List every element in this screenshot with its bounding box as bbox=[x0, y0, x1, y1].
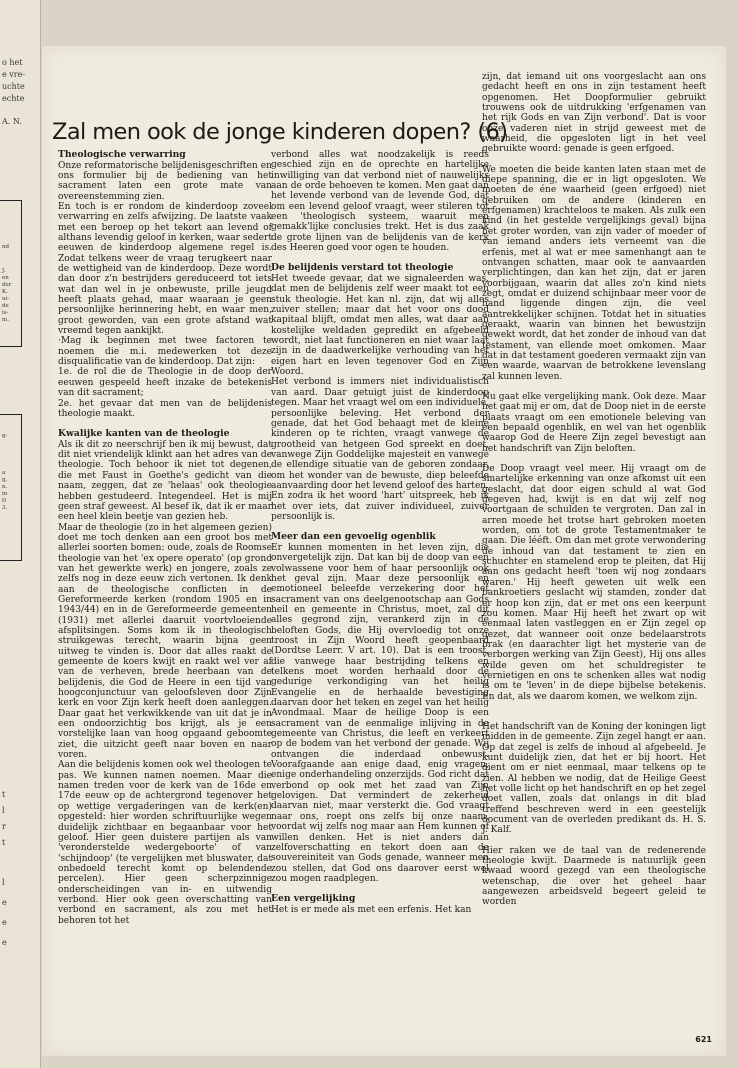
prev-fragment: A. N. bbox=[2, 117, 22, 126]
section-heading: Een vergelijking bbox=[271, 893, 356, 905]
paragraph: 2e. het gevaar dat men van de belijdenis theologie maakt. bbox=[58, 398, 272, 419]
paragraph: Er kunnen momenten in het leven zijn, die onvergetelijk zijn. Dat kan bij de doop van een volwassene voor hem of haar persoonlijk ook het geval zijn. Maar deze persoonlijk en emotioneel beleefde verzekering door het sacrament van ons deelgenootschap aan Gods heil en gemeente in Christus, moet, zal dit alles gegrond zijn, verankerd zijn in de beloften Gods, die Hij overvloedig tot onze troost in Zijn Woord heeft geopenbaard (Dordtse Leerr. V art. 10). Dat is een troost, die vanwege haar bestrijding telkens en telkens moet worden herhaald door de gedurige verkondiging van het heilig Evangelie en de herhaalde bevestiging daarvan door het teken en zegel van het heilig Avondmaal. Maar de heilige Doop is een sacrament van de eenmalige inlijving in de gemeente van Christus, die leeft en verkeert op de bodem van het verbond der genade. Wij ontvangen die inderdaad onbewust. Voorafgaande aan enige daad, enig vragen, enige onderhandeling onzerzijds. God richt dat verbond op ook met het zaad van Zijn gelovigen. Dat vermindert de zekerheid daarvan niet, maar versterkt die. God vraagt naar ons, roept ons zelfs bij onze naam, voordat wij zelfs nog maar aan Hem kunnen of willen denken. Het is niet anders dan zelfoverschatting en tekort doen aan de souvereiniteit van Gods genade, wanneer men zou stellen, dat God ons daarover eerst wel zou mogen raadplegen. bbox=[271, 542, 489, 884]
prev-fragment: der bbox=[2, 282, 12, 288]
text-column-1 bbox=[58, 150, 272, 926]
prev-fragment: 3. bbox=[2, 505, 8, 511]
prev-fragment: n. bbox=[2, 484, 8, 490]
paragraph: zijn, dat iemand uit ons voorgeslacht aan ons gedacht heeft en ons in zijn testament heeft opgenomen. Het Doopformulier gebruikt trouwens ook de uitdrukking 'erfgenamen van het rijk Gods en van Zijn verbond'. Dat is voor onze vaderen niet in strijd geweest met de waarheid, die opgesloten ligt in het veel gebruikte woord: genade is geen erfgoed. bbox=[482, 72, 706, 155]
paragraph: Als ik dit zo neerschrijf ben ik mij bewust, dat dit niet vriendelijk klinkt aan het adres van de theologie. Toch behoor ik niet tot degenen, die met Faust in Goethe's gedicht van die naam, zeggen, dat ze 'helaas' ook theologie hebben gestudeerd. Integendeel. Het is mij geen straf geweest. Al besef ik, dat ik er maar een heel klein beetje van gezien heb. bbox=[58, 439, 272, 523]
paragraph: verbond alles wat noodzakelijk is reeds geschied zijn en de oprechte en hartelijke inwilliging van dat verbond niet of nauwelijks aan de orde behoeven te komen. Men gaat dan het levende verbond van de levende God, dat om een levend geloof vraagt, weer stileren tot een 'theologisch systeem, waaruit men gemakk'lijke conclusies trekt. Het is dus zaak de grote lijnen van de belijdenis van de kerk des Heeren goed voor ogen te houden. bbox=[271, 150, 489, 254]
paragraph: Aan die belijdenis komen ook wel theologen te pas. We kunnen namen noemen. Maar die namen treden voor de kerk van de 16de en 17de eeuw op de achtergrond tegenover het op wettige vergaderingen van de kerk(en) opgesteld: hier worden schriftuurlijke wegen duidelijk zichtbaar en begaanbaar voor het geloof. Hier geen duistere partijen als van 'veronderstelde wedergeboorte' of van 'schijndoop' (te vergelijken met bluswater, dat onbedoeld terecht komt op belendende percelen). Hier geen scherpzinnige onderscheidingen van in- en uitwendig verbond. Hier ook geen overschatting van verbond en sacrament, als zou met het behoren tot het bbox=[58, 760, 272, 926]
paragraph: ·Mag ik beginnen met twee factoren te noemen die m.i. medewerken tot deze disqualificatie van de kinderdoop. Dat zijn: bbox=[58, 336, 272, 368]
section-heading: Meer dan een gevoelig ogenblik bbox=[271, 531, 436, 543]
prev-fragment: r bbox=[2, 822, 6, 831]
prev-fragment: K. bbox=[2, 289, 8, 295]
paragraph: We moeten die beide kanten laten staan met de diepe spanning, die er in ligt opgesloten. We moeten de éne waarheid (geen erfgoed) niet gebruiken om de andere (kinderen en erfgenamen) krachteloos te maken. Als zulk een kind (in het gestelde vergelijkings geval) bijna het groter worden, van zijn vader of moeder of van iemand anders iets verneemt van die erfenis, met al wat er mee samenhangt aan te ontvangen schatten, maar ook te aanvaarden verplichtingen, dan kan het zijn, dat er jaren voorbijgaan, waarin dat alles zo'n kind niets zegt, omdat er duizend schijnbaar meer voor de hand liggende dingen zijn, die veel aantrekkelijker schijnen. Totdat het in situaties geraakt, waarin van binnen het bewustzijn gewekt wordt, dat het zonder de inhoud van dat testament, van ellende moet omkomen. Maar dat in dat testament goederen vermaakt zijn van een waarde, waarvan de betrokkene levenslang zal kunnen leven. bbox=[482, 164, 706, 382]
prev-fragment: de bbox=[2, 303, 9, 309]
prev-fragment: J. bbox=[2, 268, 6, 274]
prev-fragment: is- bbox=[2, 310, 9, 316]
magazine-page bbox=[42, 46, 726, 1056]
prev-fragment: g, bbox=[2, 477, 8, 483]
prev-fragment: nd bbox=[2, 244, 10, 250]
prev-fragment: e bbox=[2, 918, 7, 927]
section-heading: De belijdenis verstard tot theologie bbox=[271, 262, 454, 274]
paragraph: Hier raken we de taal van de redenerende theologie kwijt. Daarmede is natuurlijk geen kwaad woord gezegd van een theologische wetenschap, die over het geheel haar aangewezen arbeidsveld begeert geleid te worden bbox=[482, 845, 706, 908]
prev-fragment: l bbox=[2, 878, 5, 887]
previous-page-strip bbox=[0, 0, 41, 1068]
prev-fragment: en bbox=[2, 275, 9, 281]
paragraph: Het is er mede als met een erfenis. Het kan bbox=[271, 904, 472, 915]
paragraph: Nu gaat elke vergelijking mank. Ook deze. Maar het gaat mij er om, dat de Doop niet in de eerste plaats vraagt om een emotionele beleving van een bepaald ogenblik, en wel van het ogenblik waarop God de Heere Zijn zegel bevestigt aan het handschrift van Zijn beloften. bbox=[482, 391, 706, 454]
paragraph-spacer bbox=[482, 382, 706, 392]
paragraph-spacer bbox=[482, 155, 706, 165]
prev-fragment: e bbox=[2, 898, 7, 907]
paragraph-spacer bbox=[482, 712, 706, 722]
prev-fragment: a bbox=[2, 470, 6, 476]
text-column-3 bbox=[482, 72, 706, 908]
prev-fragment: f) bbox=[2, 498, 7, 504]
prev-fragment: in bbox=[2, 491, 8, 497]
article-title: Zal men ook de jonge kinderen dopen? (6) bbox=[52, 119, 508, 145]
section-heading: Theologische verwarring bbox=[58, 149, 186, 160]
paragraph: En toch is er rondom de kinderdoop zoveel verwarring en zelfs afwijzing. De laatste vaak met een beroep op het tekort aan levend of althans levendig geloof in kerken, waar sedert eeuwen de kinderdoop algemene regel is. Zodat telkens weer de vraag terugkeert naar de wettigheid van de kinderdoop. Deze wordt dan door z'n bestrijders gereduceerd tot iets wat dan wel in je onbewuste, prille jeugd heeft plaats gehad, maar waaraan je geen persoonlijke herinnering hebt, en waar men, groot geworden, van een grote afstand wat vreemd tegen aankijkt. bbox=[58, 201, 272, 337]
paragraph: Het tweede gevaar, dat we signaleerden was, dat men de belijdenis zelf weer maakt tot een stuk theologie. Het kan nl. zijn, dat wij alles zuiver stellen; maar dat het voor ons dood kapitaal blijft, omdat men alles, wat daar aan kostelijke weldaden gepredikt en afgebeeld wordt, niet laat functioneren en niet waar laat zijn in de daadwerkelijke verhouding van het eigen hart en leven tegenover God en Zijn Woord. bbox=[271, 274, 489, 378]
page-number: 621 bbox=[695, 1035, 712, 1044]
paragraph-spacer bbox=[482, 702, 706, 712]
prev-fragment: t bbox=[2, 838, 6, 847]
paragraph: Het handschrift van de Koning der koningen ligt midden in de gemeente. Zijn zegel hangt er aan. Op dat zegel is zelfs de inhoud al afgebeeld. Je kunt duidelijk zien, dat het er bij hoort. Het dient om er niet eenmaal, maar telkens op te zien. Al hebben we nodig, dat de Heilige Geest het volle licht op het handschrift en op het zegel doet vallen, zoals dat onlangs in dit blad treffend beschreven werd in een geestelijk document van de overleden predikant ds. H. S. J. Kalf. bbox=[482, 721, 706, 836]
paragraph: Onze reformatorische belijdenisgeschriften en ons formulier bij de bediening van het sacrament laten een grote mate van overeenstemming zien. bbox=[58, 160, 272, 202]
text-column-2 bbox=[271, 150, 489, 915]
prev-fragment: ui- bbox=[2, 296, 10, 302]
prev-fragment: m. bbox=[2, 317, 9, 323]
prev-fragment: o het bbox=[2, 58, 23, 67]
paragraph: Maar de theologie (zo in het algemeen gezien) doet me toch denken aan een groot bos met allerlei soorten bomen: oude, zoals de Roomse theologie van het 'ex opere operato' (op grond van het gewerkte werk) en jongere, zoals ze zelfs nog in deze eeuw zich vertonen. Ik denk aan de theologische conflicten in de Gereformeerde kerken (rondom 1905 en in 1943/44) en in de Gereformeerde gemeenten (1931) met allerlei daaruit voortvloeiende afsplitsingen. Soms kom ik in theologisch struikgewas terecht, waarin bijna geen uitweg te vinden is. Door dat alles raakt de gemeente de koers kwijt en raakt wel ver af van de verheven, brede heerbaan van de belijdenis, die God de Heere in een tijd van hoogconjunctuur van geloofsleven door Zijn kerk en voor Zijn kerk heeft doen aanleggen. Daar gaat het verkwikkende van uit dat je in een ondoorzichtig bos krijgt, als je een vorstelijke laan van hoog opgaand geboomte ziet, die uitzicht geeft naar boven en naar voren. bbox=[58, 522, 272, 761]
section-heading: Kwalijke kanten van de theologie bbox=[58, 428, 230, 440]
paragraph-spacer bbox=[482, 836, 706, 846]
paragraph: 1e. de rol die de Theologie in de doop der eeuwen gespeeld heeft inzake de betekenis van dit sacrament; bbox=[58, 367, 272, 399]
prev-fragment: e vre- bbox=[2, 70, 26, 79]
prev-fragment: e bbox=[2, 938, 7, 947]
paragraph: Het verbond is immers niet individualistisch van aard. Daar getuigt juist de kinderdoop tegen. Maar het vraagt wel om een individuele, persoonlijke beleving. Het verbond der genade, dat het God behaagt met de kleine kinderen op te richten, vraagt vanwege de grootheid van hetgeen God spreekt en doet, vanwege Zijn Goddelijke majesteit en vanwege de ellendige situatie van de geboren zondaar, om het wonder van de bewuste, diep beleefde aanvaarding door het levend geloof des harten. En zodra ik het woord 'hart' uitspreek, heb ik het over iets, dat zuiver individueel, zuiver persoonlijk is. bbox=[271, 377, 489, 522]
prev-fragment: l bbox=[2, 806, 5, 815]
prev-fragment: t bbox=[2, 790, 6, 799]
prev-fragment: uchte bbox=[2, 82, 25, 91]
prev-fragment: g- bbox=[2, 433, 8, 439]
prev-fragment: echte bbox=[2, 94, 25, 103]
paragraph: De Doop vraagt veel meer. Hij vraagt om de smartelijke erkenning van onze afkomst uit een geslacht, dat door eigen schuld al wat God gegeven had, kwijt is en dat wij zelf nog voortgaan de schulden te vergroten. Dan zal in arren moede het trotse hart gebroken moeten worden, om tot de grote Testamentmaker te gaan. Die lééft. Om dan met grote verwondering de inhoud van dat testament te zien en schuchter en stamelend erop te pleiten, dat Hij aan ons gedacht heeft 'toen wij nog zondaars waren.' Hij heeft geweten uit welk een bankroetiers geslacht wij stamden, zonder dat er hoop kon zijn, dat er met ons een keerpunt zou komen. Maar Hij heeft het zwart op wit eenmaal laten vastleggen en er Zijn zegel op gezet, dat wanneer ooit onze bedelaarstrots brak (en daarachter ligt het mysterie van de verborgen werking van Zijn Geest), Hij ons alles wilde geven om het schuldregister te vernietigen en ons te schenken alles wat nodig is om te 'leven' in de diepe bijbelse betekenis. En dat, als we daarom komen, we welkom zijn. bbox=[482, 464, 706, 702]
paragraph-spacer bbox=[482, 454, 706, 464]
